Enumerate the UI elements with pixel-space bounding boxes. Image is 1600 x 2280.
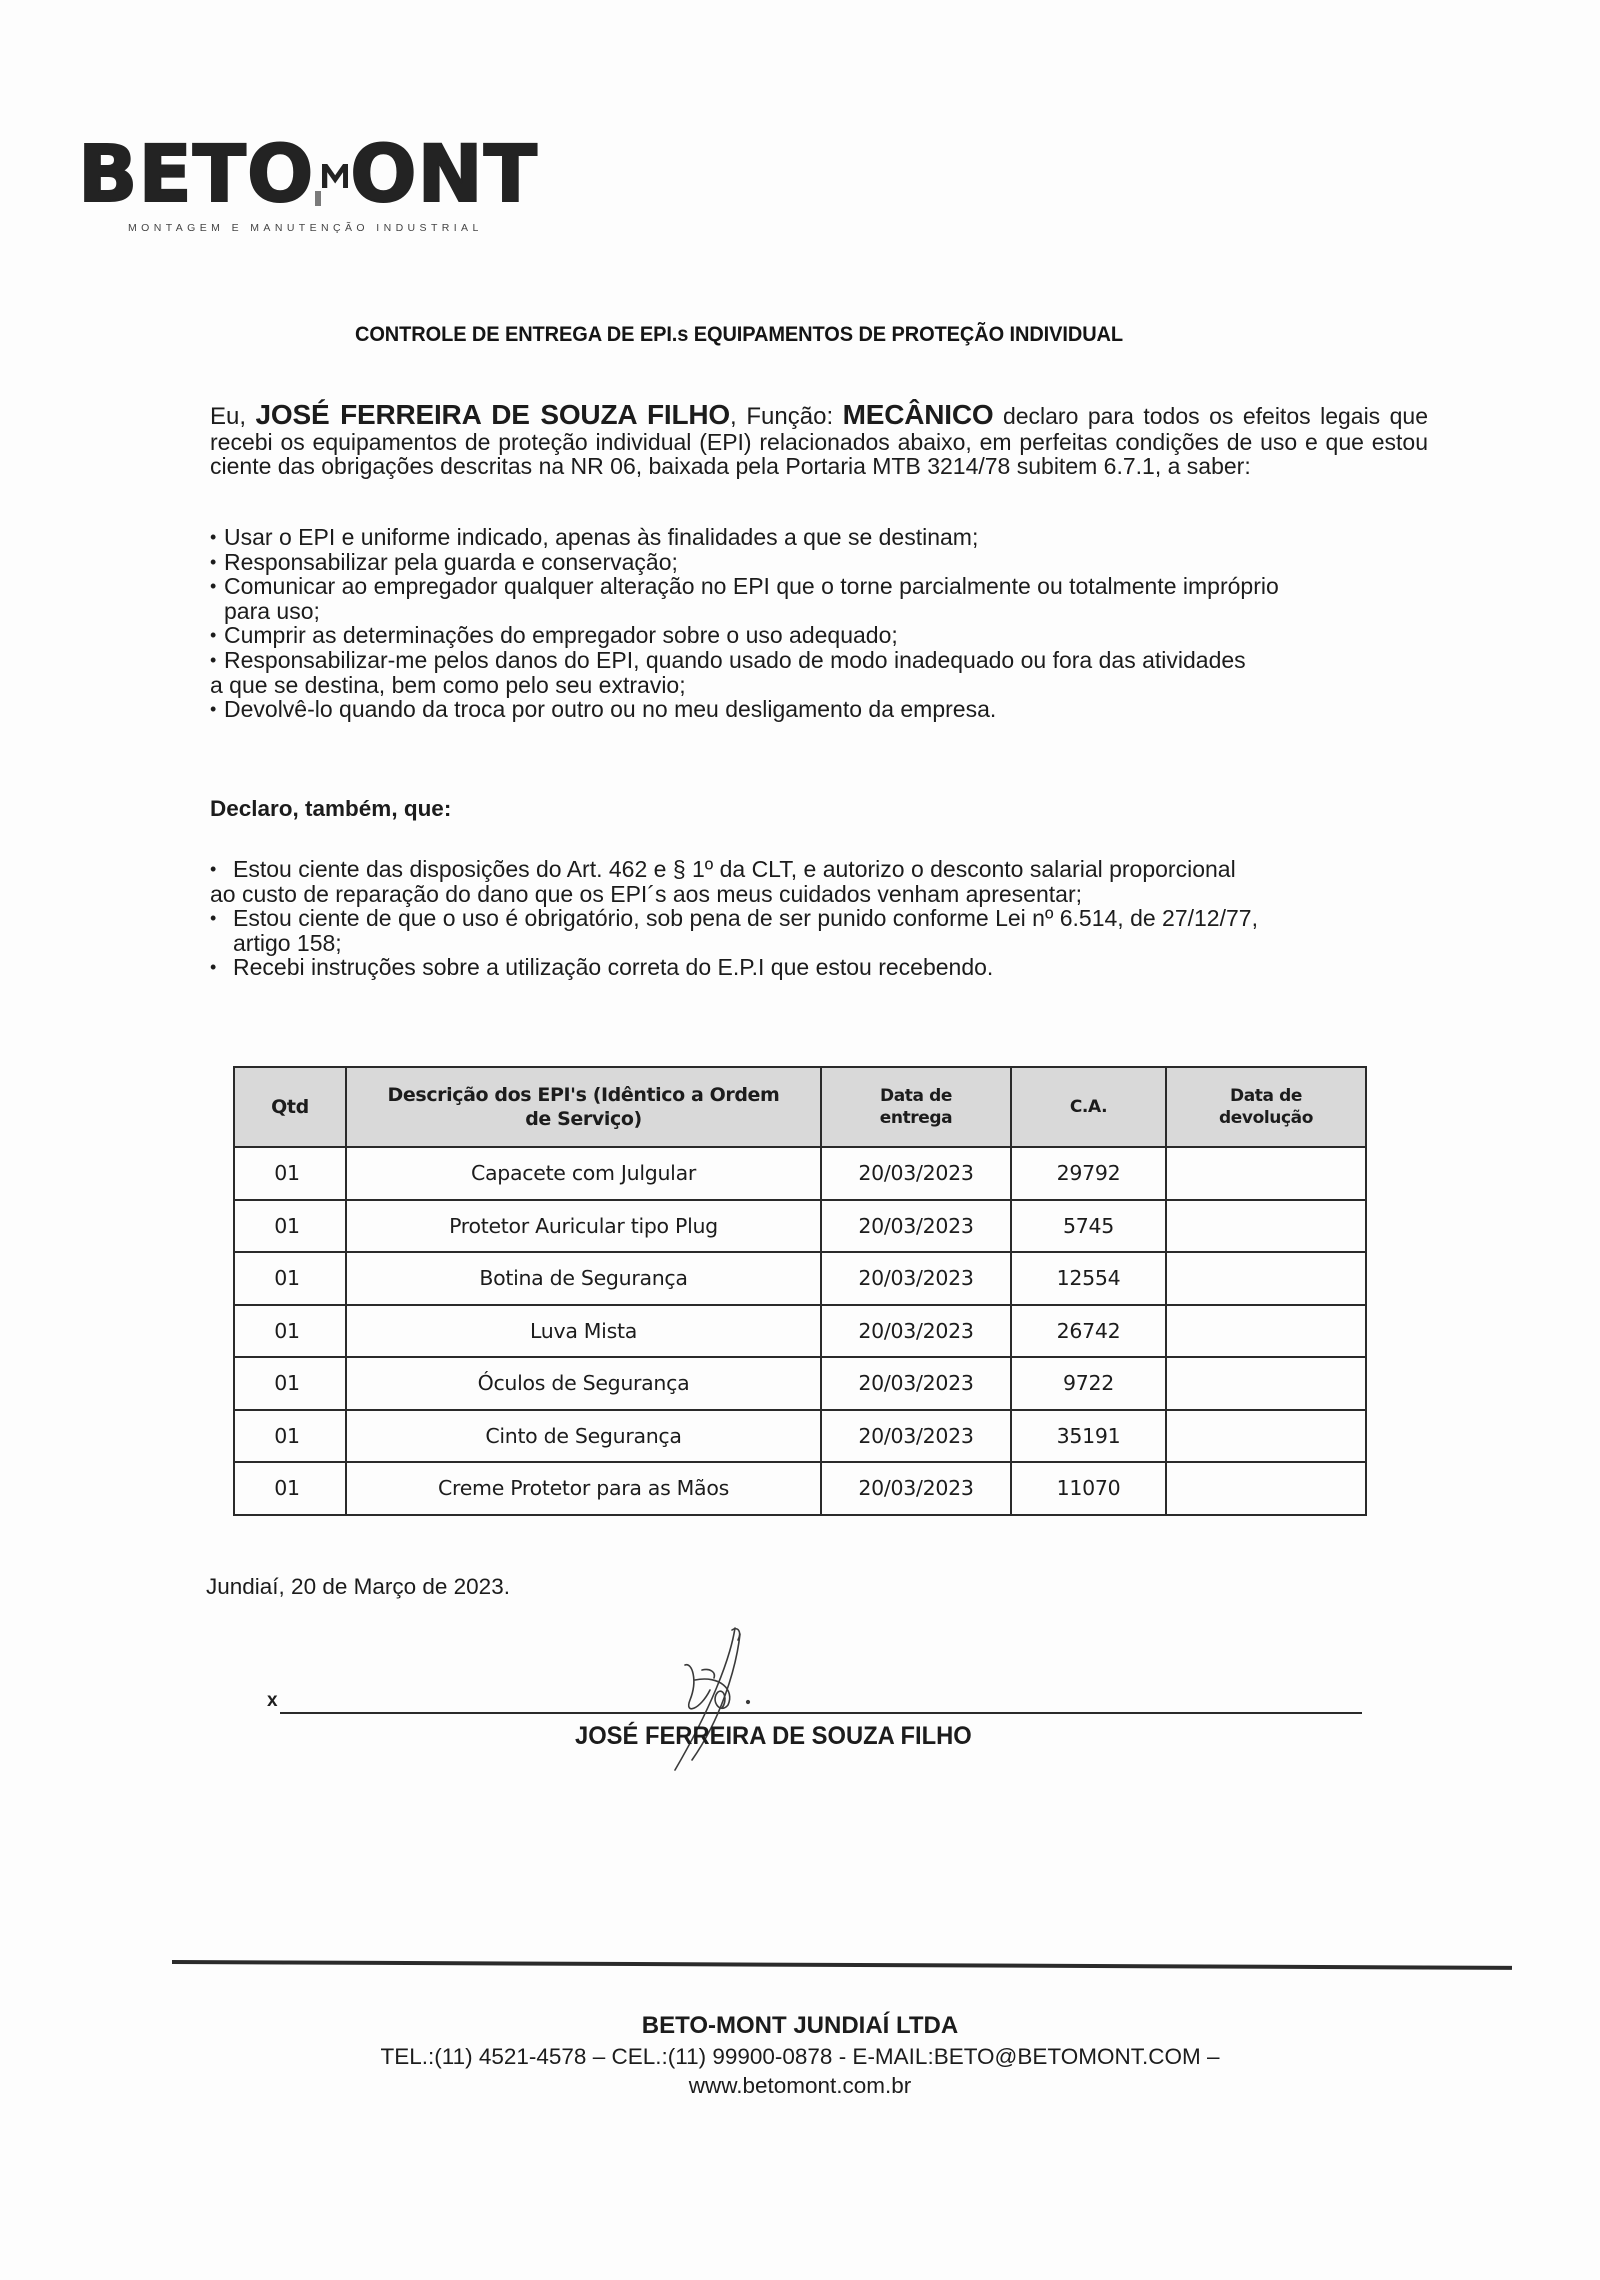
- footer-website: [0, 2073, 1600, 2099]
- declaration-text: Estou ciente das disposições do Art. 462 e § 1º da CLT, e autorizo o desconto salarial proporcional: [233, 856, 1236, 882]
- cell-qty: 01: [234, 1252, 346, 1305]
- obligation-item: [210, 623, 1428, 648]
- header-return-date: [1166, 1067, 1366, 1147]
- obligation-item: [210, 550, 1428, 575]
- obligation-text: Responsabilizar pela guarda e conservação;: [224, 548, 678, 575]
- obligation-text: Comunicar ao empregador qualquer alteração no EPI que o torne parcialmente ou totalmente impróprio: [224, 573, 1279, 600]
- obligation-item: [210, 648, 1428, 697]
- cell-description: Botina de Segurança: [346, 1252, 821, 1305]
- handwritten-signature-icon: [640, 1620, 770, 1780]
- declaration-text: Estou ciente de que o uso é obrigatório, sob pena de ser punido conforme Lei nº 6.514, de 27/12/77,: [233, 905, 1258, 932]
- cell-ca: 5745: [1011, 1200, 1166, 1253]
- table-row: [234, 1252, 1366, 1305]
- cell-return-date: [1166, 1357, 1366, 1410]
- intro-prefix: Eu,: [210, 403, 247, 430]
- obligation-item: [210, 574, 1428, 623]
- footer-contact-text: TEL.:(11) 4521-4578 – CEL.:(11) 99900-0878 - E-MAIL:BETO@BETOMONT.COM –: [380, 2044, 1220, 2069]
- intro-paragraph: [210, 399, 1429, 480]
- cell-ca: 35191: [1011, 1410, 1166, 1463]
- epi-delivery-table: [233, 1066, 1367, 1516]
- signatory-name: JOSÉ FERREIRA DE SOUZA FILHO: [575, 1722, 972, 1750]
- cell-description: Capacete com Julgular: [346, 1147, 821, 1200]
- cell-qty: 01: [234, 1462, 346, 1515]
- declaration-item: [210, 955, 1428, 980]
- obligation-text-continued: para uso;: [224, 597, 320, 624]
- company-logo: [78, 130, 538, 234]
- cell-qty: 01: [234, 1147, 346, 1200]
- place-and-date: Jundiaí, 20 de Março de 2023.: [206, 1574, 510, 1599]
- declaration-text-continued: artigo 158;: [233, 929, 342, 956]
- cell-qty: 01: [234, 1305, 346, 1358]
- header-delivery-line2: entrega: [879, 1108, 953, 1128]
- document-title: CONTROLE DE ENTREGA DE EPI.s EQUIPAMENTOS DE PROTEÇÃO INDIVIDUAL: [355, 322, 1124, 346]
- table-row: [234, 1410, 1366, 1463]
- cell-description: Creme Protetor para as Mãos: [346, 1462, 821, 1515]
- cell-ca: 12554: [1011, 1252, 1166, 1305]
- cell-delivery-date: 20/03/2023: [821, 1305, 1011, 1358]
- table-header-row: [234, 1067, 1366, 1147]
- obligations-list: [210, 525, 1428, 722]
- logo-text-beto: BETO: [78, 130, 315, 220]
- cell-ca: 9722: [1011, 1357, 1166, 1410]
- table-row: [234, 1462, 1366, 1515]
- logo-text-ont: ONT: [350, 130, 538, 220]
- header-description-line2: de Serviço): [525, 1108, 642, 1130]
- declaration-text: Recebi instruções sobre a utilização correta do E.P.I que estou recebendo.: [233, 954, 994, 981]
- cell-delivery-date: 20/03/2023: [821, 1410, 1011, 1463]
- obligation-text: Cumprir as determinações do empregador sobre o uso adequado;: [224, 622, 898, 649]
- cell-ca: 29792: [1011, 1147, 1166, 1200]
- table-row: [234, 1147, 1366, 1200]
- cell-return-date: [1166, 1200, 1366, 1253]
- header-ca: C.A.: [1011, 1067, 1166, 1147]
- signature-line: [280, 1712, 1362, 1714]
- table-row: [234, 1200, 1366, 1253]
- header-description-line1: Descrição dos EPI's (Idêntico a Ordem: [387, 1084, 780, 1106]
- cell-return-date: [1166, 1147, 1366, 1200]
- table-row: [234, 1305, 1366, 1358]
- header-description: [346, 1067, 821, 1147]
- cell-ca: 11070: [1011, 1462, 1166, 1515]
- cell-qty: 01: [234, 1357, 346, 1410]
- declarations-heading: Declaro, também, que:: [210, 796, 452, 821]
- cell-qty: 01: [234, 1410, 346, 1463]
- role-label: , Função:: [729, 403, 834, 430]
- cell-return-date: [1166, 1305, 1366, 1358]
- employee-name: JOSÉ FERREIRA DE SOUZA FILHO: [255, 399, 730, 430]
- header-return-line2: devolução: [1218, 1108, 1314, 1128]
- cell-description: Óculos de Segurança: [346, 1357, 821, 1410]
- footer-website-link[interactable]: www.betomont.com.br: [688, 2073, 912, 2098]
- obligation-text: Usar o EPI e uniforme indicado, apenas às finalidades a que se destinam;: [224, 524, 979, 550]
- intro-text: declaro para todos os efeitos legais que recebi os equipamentos de proteção individual (EPI) relacionados abaixo, em perfeitas condições de uso e que estou ciente das obrigações descritas na NR 06, baixada pela Portaria MTB 3214/78 subitem 6.7.1, a saber:: [210, 403, 1429, 480]
- cell-delivery-date: 20/03/2023: [821, 1147, 1011, 1200]
- declaration-item: [210, 906, 1428, 955]
- signature-x-mark: x: [267, 1690, 278, 1711]
- footer-company-name: [0, 2012, 1600, 2040]
- footer-company-text: BETO-MONT JUNDIAÍ LTDA: [641, 2012, 959, 2039]
- header-delivery-line1: Data de: [880, 1086, 952, 1106]
- cell-description: Protetor Auricular tipo Plug: [346, 1200, 821, 1253]
- declaration-text-continued: ao custo de reparação do dano que os EPI´s aos meus cuidados venham apresentar;: [210, 880, 1082, 907]
- cell-description: Luva Mista: [346, 1305, 821, 1358]
- obligation-text: Responsabilizar-me pelos danos do EPI, quando usado de modo inadequado ou fora das atividades: [224, 646, 1246, 673]
- logo-tagline: MONTAGEM E MANUTENÇÃO INDUSTRIAL: [128, 222, 483, 234]
- cell-delivery-date: 20/03/2023: [821, 1462, 1011, 1515]
- obligation-text-continued: a que se destina, bem como pelo seu extravio;: [210, 671, 686, 698]
- cell-description: Cinto de Segurança: [346, 1410, 821, 1463]
- cell-return-date: [1166, 1252, 1366, 1305]
- employee-role: MECÂNICO: [842, 399, 994, 430]
- logo-wordmark: [78, 130, 538, 220]
- header-return-line1: Data de: [1230, 1086, 1302, 1106]
- logo-m-chevron-icon: [322, 144, 348, 208]
- obligation-item: [210, 525, 1428, 550]
- obligation-text: Devolvê-lo quando da troca por outro ou no meu desligamento da empresa.: [224, 696, 997, 723]
- cell-return-date: [1166, 1462, 1366, 1515]
- obligation-item: [210, 697, 1428, 722]
- cell-delivery-date: 20/03/2023: [821, 1357, 1011, 1410]
- cell-delivery-date: 20/03/2023: [821, 1200, 1011, 1253]
- header-qty: Qtd: [234, 1067, 346, 1147]
- cell-ca: 26742: [1011, 1305, 1166, 1358]
- logo-square-icon: [315, 191, 321, 206]
- table-row: [234, 1357, 1366, 1410]
- declarations-list: [210, 857, 1428, 980]
- footer-contact-line: [0, 2044, 1600, 2070]
- declaration-item: [210, 857, 1428, 906]
- footer-divider: [172, 1960, 1512, 1970]
- cell-return-date: [1166, 1410, 1366, 1463]
- cell-delivery-date: 20/03/2023: [821, 1252, 1011, 1305]
- cell-qty: 01: [234, 1200, 346, 1253]
- header-delivery-date: [821, 1067, 1011, 1147]
